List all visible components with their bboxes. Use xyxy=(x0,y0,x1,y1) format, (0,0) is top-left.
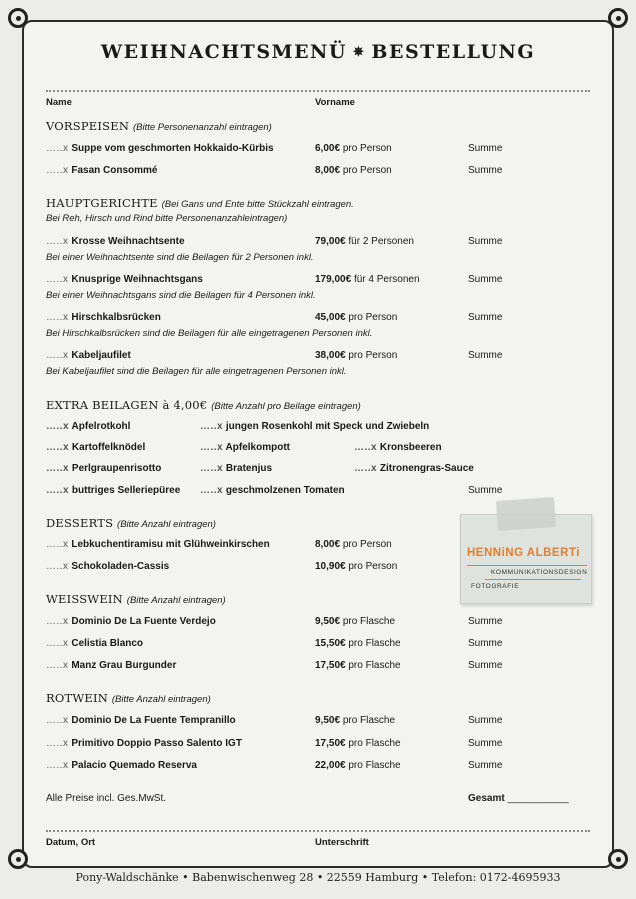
star-icon: ✵ xyxy=(353,45,366,60)
menu-item-row[interactable]: …..x Palacio Quemado Reserva 22,00€ pro Flasche Summe xyxy=(46,760,503,771)
menu-item-row[interactable]: …..x Primitivo Doppio Passo Salento IGT 17,50€ pro Flasche Summe xyxy=(46,738,503,749)
sponsor-card xyxy=(460,514,592,604)
item-note: Bei einer Weihnachtsgans sind die Beilagen für 4 Personen inkl. xyxy=(46,290,316,301)
page-title xyxy=(0,41,636,63)
corner-ornament-icon xyxy=(8,8,28,28)
vorname-label: Vorname xyxy=(315,97,355,108)
menu-item-row[interactable]: …..x Celistia Blanco 15,50€ pro Flasche Summe xyxy=(46,638,503,649)
card-divider xyxy=(467,565,587,566)
title-right: BESTELLUNG xyxy=(371,41,536,63)
menu-item-row[interactable]: …..x Krosse Weihnachtsente 79,00€ für 2 Personen Summe xyxy=(46,236,503,247)
section-weisswein: WEISSWEIN (Bitte Anzahl eintragen) xyxy=(46,592,226,606)
name-label: Name xyxy=(46,97,72,108)
menu-item-row[interactable]: …..x Manz Grau Burgunder 17,50€ pro Flasche Summe xyxy=(46,660,503,671)
item-note: Bei einer Weihnachtsente sind die Beilagen für 2 Personen inkl. xyxy=(46,252,314,263)
corner-ornament-icon xyxy=(8,849,28,869)
menu-item-row[interactable]: …..x Fasan Consommé 8,00€ pro Person Summe xyxy=(46,165,503,176)
extra-sum-label: Summe xyxy=(468,485,503,496)
side-dish-item[interactable]: …..x Bratenjus xyxy=(200,463,273,474)
side-dish-item[interactable]: …..x Kartoffelknödel xyxy=(46,442,146,453)
sponsor-line1: KOMMUNIKATIONSDESIGN xyxy=(491,569,588,576)
sponsor-line2: FOTOGRAFIE xyxy=(471,583,520,590)
sponsor-name: HENNiNG ALBERTi xyxy=(467,547,580,559)
menu-item-row[interactable]: …..x Kabeljaufilet 38,00€ pro Person Summe xyxy=(46,350,503,361)
side-dish-item[interactable]: …..x Apfelrotkohl xyxy=(46,421,131,432)
section-vorspeisen: VORSPEISEN (Bitte Personenanzahl eintragen) xyxy=(46,119,272,133)
section-extra-beilagen: EXTRA BEILAGEN à 4,00€ (Bitte Anzahl pro Beilage eintragen) xyxy=(46,398,361,412)
side-dish-item[interactable]: …..x Kronsbeeren xyxy=(354,442,442,453)
date-label: Datum, Ort xyxy=(46,837,96,848)
footer-address: Pony-Waldschänke • Babenwischenweg 28 • 22559 Hamburg • Telefon: 0172-4695933 xyxy=(75,871,561,884)
section-desserts: DESSERTS (Bitte Anzahl eintragen) xyxy=(46,516,216,530)
signature-dotted-line[interactable] xyxy=(46,830,590,832)
tax-note: Alle Preise incl. Ges.MwSt. xyxy=(46,793,167,804)
name-dotted-line[interactable] xyxy=(46,90,590,92)
signature-label: Unterschrift xyxy=(315,837,369,848)
section-rotwein: ROTWEIN (Bitte Anzahl eintragen) xyxy=(46,691,211,705)
section-hint: Bei Reh, Hirsch und Rind bitte Personenanzahleintragen) xyxy=(46,213,288,224)
side-dish-item[interactable]: …..x buttriges Selleriepüree xyxy=(46,485,181,496)
menu-item-row[interactable]: …..x Dominio De La Fuente Tempranillo 9,50€ pro Flasche Summe xyxy=(46,715,503,726)
side-dish-item[interactable]: …..x Zitronengras-Sauce xyxy=(354,463,474,474)
corner-ornament-icon xyxy=(608,8,628,28)
side-dish-item[interactable]: …..x Apfelkompott xyxy=(200,442,290,453)
item-note: Bei Hirschkalbsrücken sind die Beilagen für alle eingetragenen Personen inkl. xyxy=(46,328,373,339)
total-field[interactable]: Gesamt ___________ xyxy=(468,793,569,804)
tape-decoration xyxy=(496,497,556,531)
side-dish-item[interactable]: …..x jungen Rosenkohl mit Speck und Zwiebeln xyxy=(200,421,430,432)
section-hauptgerichte: HAUPTGERICHTE (Bei Gans und Ente bitte Stückzahl eintragen. xyxy=(46,196,354,210)
menu-item-row[interactable]: …..x Hirschkalbsrücken 45,00€ pro Person Summe xyxy=(46,312,503,323)
menu-item-row[interactable]: …..x Lebkuchentiramisu mit Glühweinkirschen 8,00€ pro Person xyxy=(46,539,392,550)
menu-item-row[interactable]: …..x Schokoladen-Cassis 10,90€ pro Person xyxy=(46,561,398,572)
totals-row xyxy=(46,793,590,807)
item-note: Bei Kabeljaufilet sind die Beilagen für alle eingetragenen Personen inkl. xyxy=(46,366,347,377)
card-divider xyxy=(485,579,581,580)
menu-item-row[interactable]: …..x Knusprige Weihnachtsgans 179,00€ für 4 Personen Summe xyxy=(46,274,503,285)
title-left: WEIHNACHTSMENÜ xyxy=(100,41,347,63)
menu-item-row[interactable]: …..x Suppe vom geschmorten Hokkaido-Kürbis 6,00€ pro Person Summe xyxy=(46,143,503,154)
corner-ornament-icon xyxy=(608,849,628,869)
side-dish-item[interactable]: …..x Perlgraupenrisotto xyxy=(46,463,162,474)
side-dish-item[interactable]: …..x geschmolzenen Tomaten xyxy=(200,485,345,496)
menu-item-row[interactable]: …..x Dominio De La Fuente Verdejo 9,50€ pro Flasche Summe xyxy=(46,616,503,627)
